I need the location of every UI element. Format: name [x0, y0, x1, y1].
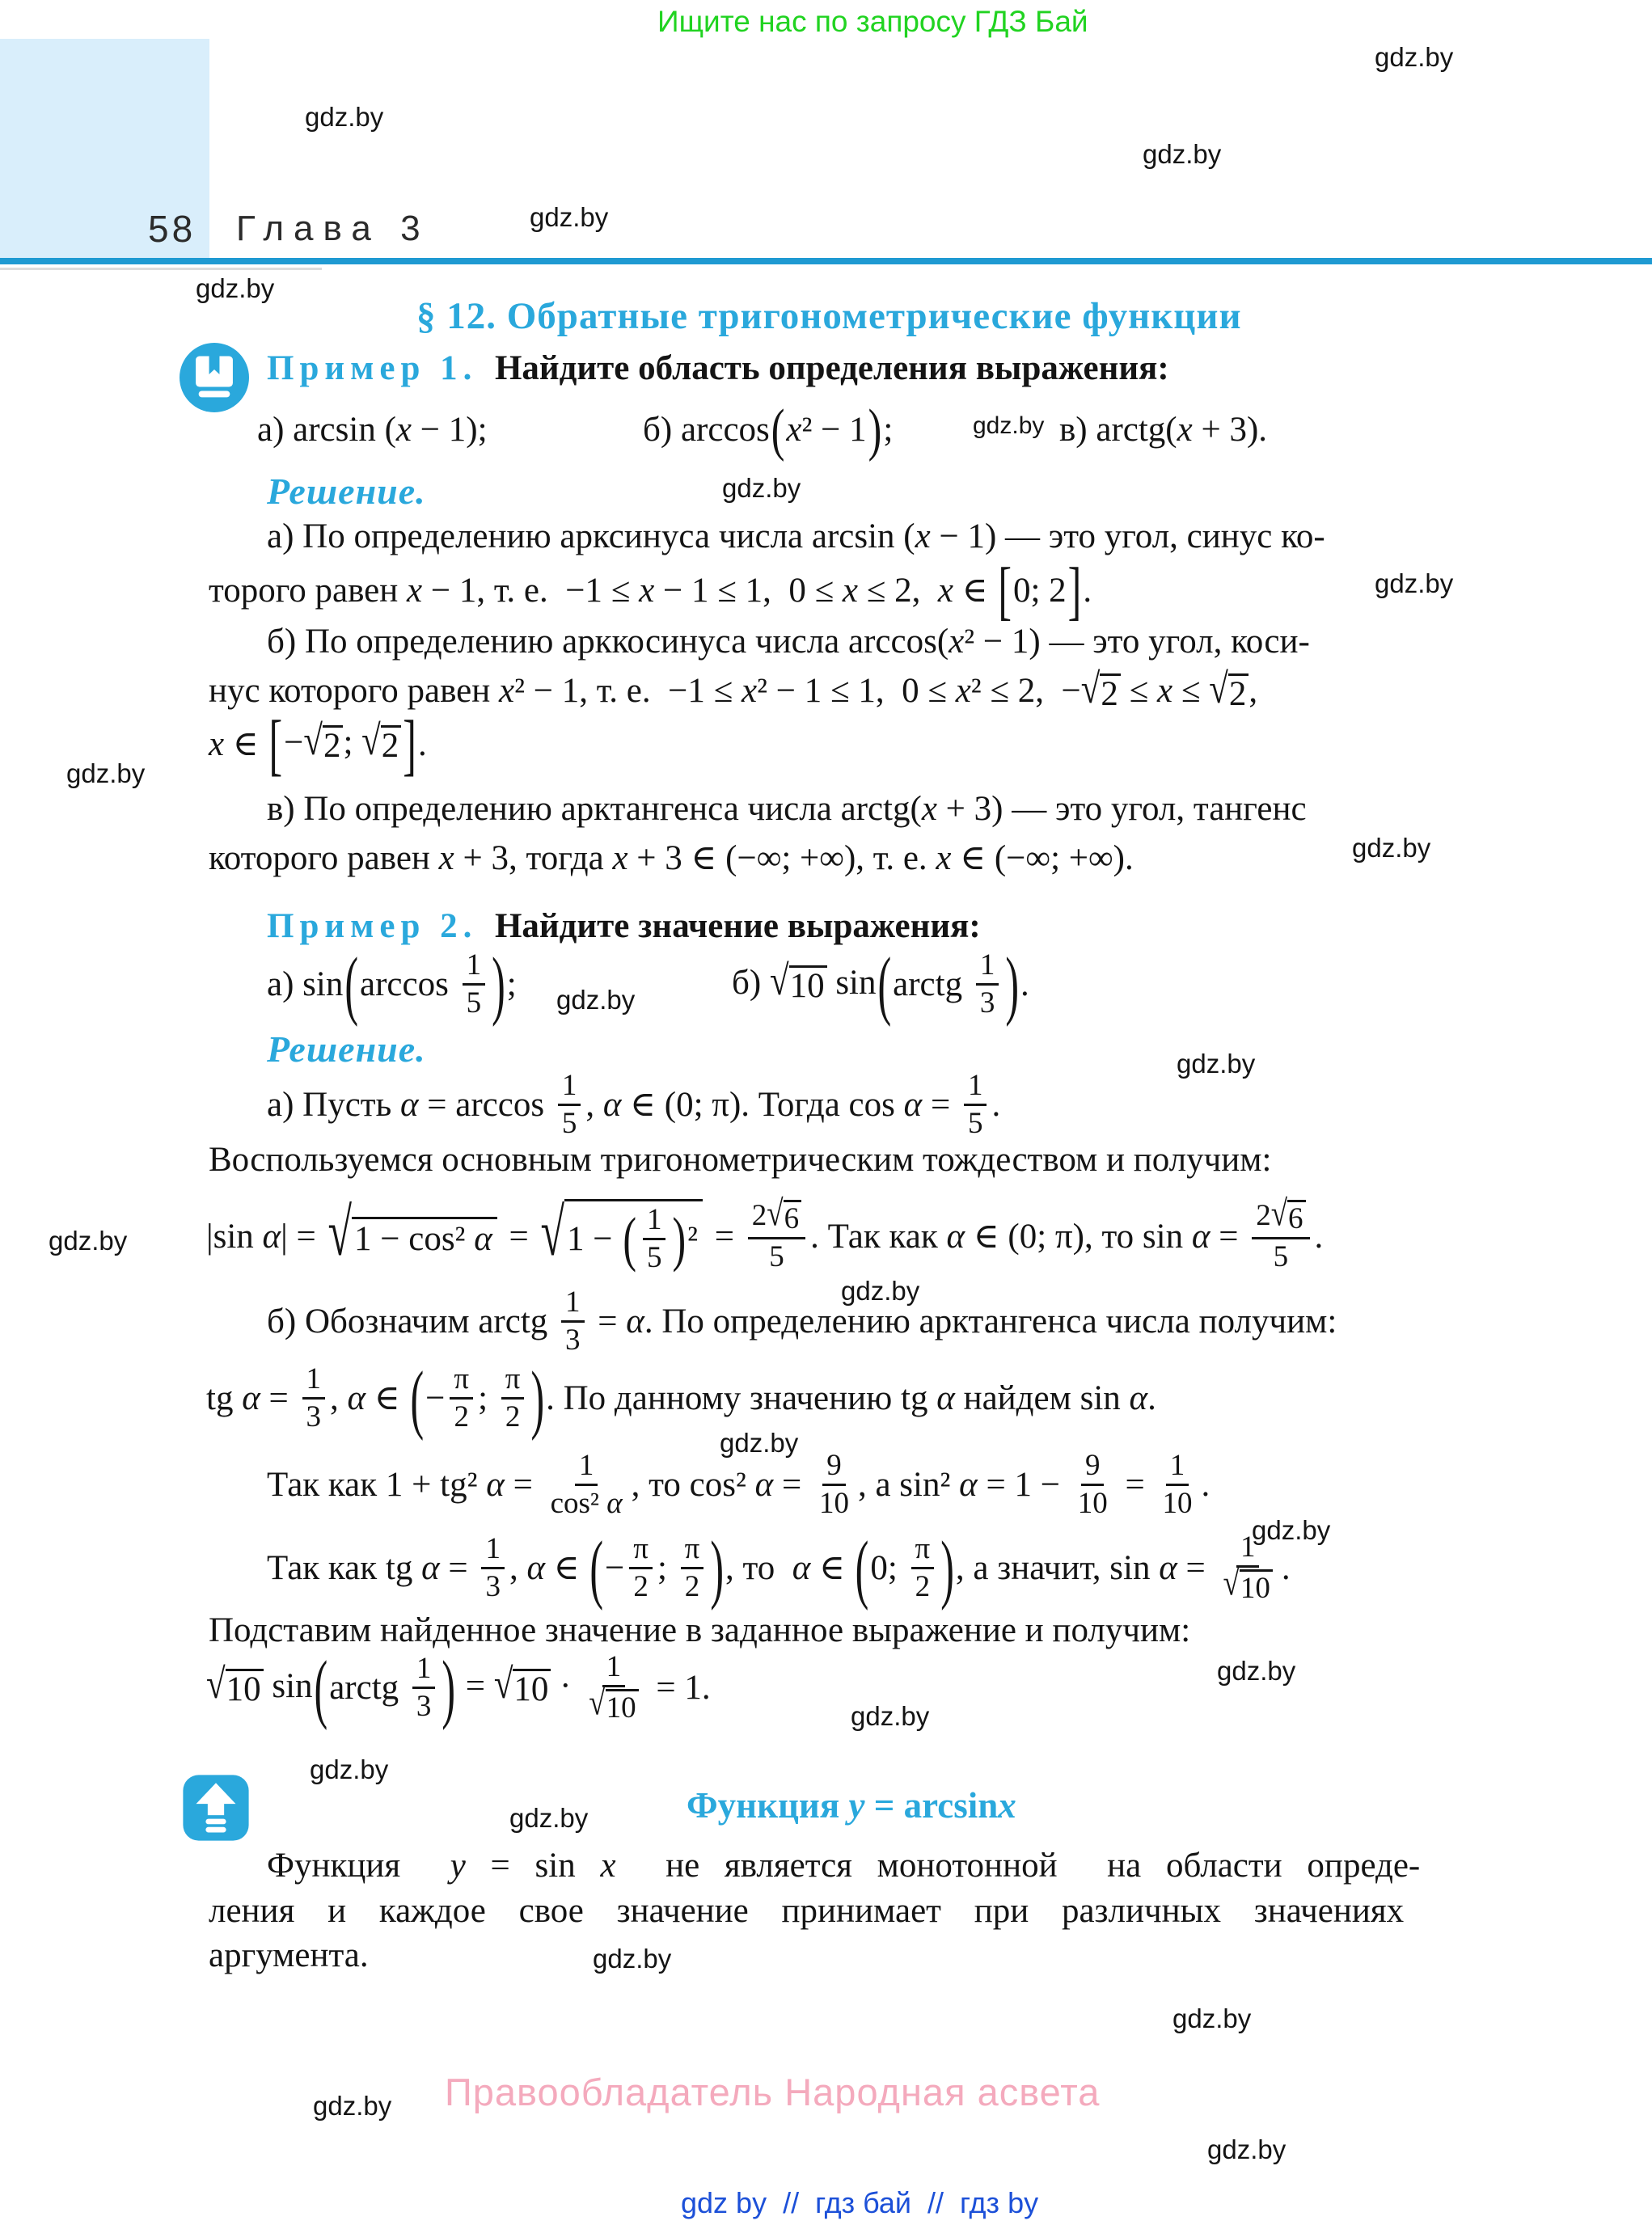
denominator: 2 — [915, 1569, 931, 1603]
sqrt-expression — [540, 1194, 703, 1274]
denominator: 2 — [505, 1400, 521, 1433]
denominator: cos² α — [550, 1486, 623, 1520]
numerator: 1 — [1166, 1450, 1189, 1486]
fraction — [911, 1533, 935, 1603]
denominator — [1219, 1562, 1277, 1605]
formula-text: Функция y = arcsinx — [687, 1784, 1016, 1826]
formula-text: 0; 2 — [1012, 571, 1067, 610]
line-ex2-item-b — [732, 939, 1029, 1028]
line-sol2-a1 — [267, 1064, 1000, 1145]
formula-text: нус которого равен x² − 1, т. е. −1 ≤ x² − 1 ≤ 1, 0 ≤ x² ≤ 2, − √ 2 ≤ x ≤ √ 2 , — [209, 665, 1258, 713]
radical-sign: √ — [493, 1661, 513, 1708]
gdz-watermark: gdz.by — [66, 758, 146, 788]
radicand: 2 — [323, 725, 344, 763]
formula-text: |sin α| = — [206, 1217, 325, 1256]
gdz-watermark: gdz.by — [1217, 1656, 1296, 1686]
big-bracket: [ — [998, 554, 1012, 627]
formula-text: − — [605, 1548, 625, 1587]
formula-text: Так как tg α = — [267, 1548, 477, 1587]
radicand: 10 — [789, 965, 827, 1003]
formula-text: − √ 2 ; √ 2 — [284, 725, 401, 763]
formula-text: = — [1116, 1465, 1154, 1504]
fraction — [1074, 1450, 1112, 1520]
numerator: π — [501, 1363, 525, 1400]
denominator: 5 — [561, 1106, 577, 1140]
big-bracket: ) — [492, 940, 505, 1028]
formula-text: . — [1314, 1217, 1324, 1256]
line-ex2-item-a — [267, 939, 517, 1028]
big-bracket: ] — [403, 705, 416, 783]
formula-text: которого равен x + 3, тогда x + 3 ∈ (−∞; +∞), т. е. x ∈ (−∞; +∞). — [209, 838, 1134, 877]
formula-text: 0; — [870, 1548, 906, 1587]
header-rule-shadow — [0, 268, 322, 270]
line-fn-par-2 — [209, 1888, 1404, 1933]
numerator: 1 — [643, 1204, 666, 1240]
fraction — [681, 1533, 704, 1603]
big-bracket: ( — [877, 940, 892, 1028]
gdz-watermark: gdz.by — [509, 1803, 589, 1833]
formula-text: x² − 1 — [786, 410, 867, 449]
radical-sign: √ — [206, 1661, 226, 1708]
big-bracket: ( — [410, 1354, 425, 1442]
formula-text: а) arcsin (x − 1); — [257, 410, 488, 449]
denominator: 3 — [979, 986, 995, 1020]
radicand: 2 — [381, 725, 402, 763]
formula-text: 1 − — [567, 1219, 622, 1258]
big-bracket: ( — [771, 396, 785, 462]
line-sol1-v2 — [209, 835, 1134, 880]
sqrt-expression — [303, 717, 343, 765]
formula-text: ; — [657, 1548, 676, 1587]
fraction — [450, 1363, 473, 1433]
formula-text: в) По определению арктангенса числа arctg(x + 3) — это угол, тангенс — [267, 789, 1307, 828]
numerator: 1 — [558, 1070, 581, 1106]
gdz-watermark: gdz.by — [310, 1754, 389, 1784]
formula-text: Так как 1 + tg² α = — [267, 1465, 542, 1504]
fraction — [481, 1533, 505, 1603]
sqrt-expression — [1270, 1193, 1306, 1235]
copyright-text: Правообладатель Народная асвета — [445, 2071, 1101, 2113]
gdz-watermark: gdz.by — [1375, 568, 1454, 598]
numerator: 2 √ 6 — [748, 1200, 805, 1239]
gdz-watermark: gdz.by — [1172, 2003, 1252, 2033]
numerator: 2 √ 6 — [1252, 1200, 1309, 1239]
line-ex1-item-b — [643, 393, 893, 466]
big-bracket: ) — [868, 396, 882, 462]
fraction — [561, 1286, 585, 1357]
line-fn-par-3 — [209, 1932, 369, 1978]
formula-text: = — [500, 1217, 538, 1256]
line-sol1-b3 — [209, 706, 427, 783]
formula-text: , а sin² α = 1 − — [857, 1465, 1069, 1504]
numerator: 9 — [1081, 1450, 1105, 1486]
gdz-watermark: gdz.by — [1375, 42, 1454, 72]
formula-text: б) arccos — [643, 410, 770, 449]
formula-text: ления и каждое свое значение принимает при различных значениях — [209, 1891, 1405, 1930]
denominator: 5 — [1273, 1239, 1289, 1273]
gdz-watermark: gdz.by — [196, 273, 275, 303]
line-ex1-head — [267, 345, 1169, 391]
formula-text: arctg — [329, 1668, 408, 1707]
radicand: 10 — [606, 1689, 639, 1725]
fraction — [547, 1450, 627, 1520]
upload-arrow-icon — [182, 1773, 250, 1843]
radical-sign: √ — [1223, 1562, 1240, 1603]
radical-sign: √ — [769, 957, 789, 1004]
big-bracket: ( — [589, 1524, 604, 1611]
sqrt-expression — [1223, 1562, 1273, 1605]
line-ex1-item-v — [1059, 393, 1267, 466]
fraction — [976, 949, 999, 1020]
denominator: 10 — [1077, 1486, 1108, 1520]
gdz-watermark: gdz.by — [1252, 1515, 1331, 1545]
book-icon — [180, 343, 249, 412]
formula-text: . — [1083, 571, 1092, 610]
radicand: 10 — [226, 1669, 264, 1707]
formula-text: 1 − cos² α — [353, 1219, 492, 1258]
line-solution-1 — [267, 469, 426, 514]
numerator: 1 — [1236, 1531, 1260, 1568]
denominator: 5 — [646, 1240, 662, 1274]
radical-sign: √ — [327, 1194, 352, 1270]
denominator: 3 — [416, 1689, 432, 1723]
gdz-watermark: gdz.by — [1177, 1049, 1256, 1079]
radicand — [352, 1217, 497, 1256]
sqrt-expression — [1080, 665, 1121, 713]
formula-text: x ∈ — [209, 724, 268, 763]
formula-text: , α ∈ (0; π). Тогда cos α = — [585, 1085, 959, 1124]
fraction — [558, 1070, 581, 1140]
big-bracket: ( — [623, 1205, 636, 1273]
big-bracket: ) — [442, 1644, 456, 1731]
formula-text: , α ∈ — [330, 1378, 409, 1417]
formula-text: = — [706, 1217, 743, 1256]
denominator: 2 — [684, 1569, 700, 1603]
formula-text: arccos — [360, 965, 458, 1003]
gdz-watermark: gdz.by — [720, 1428, 799, 1458]
chapter-label: Глава 3 — [236, 209, 430, 248]
formula-text: Решение. — [267, 1028, 426, 1070]
sqrt-expression — [589, 1682, 638, 1725]
formula-text: ; — [506, 965, 517, 1003]
numerator: 1 — [561, 1286, 585, 1323]
big-bracket: ( — [344, 940, 358, 1028]
denominator — [585, 1682, 642, 1725]
fraction — [302, 1363, 326, 1433]
fraction — [964, 1070, 987, 1140]
numerator: 1 — [302, 1363, 326, 1400]
fraction — [629, 1533, 653, 1603]
denominator: 3 — [565, 1323, 581, 1357]
radical-sign: √ — [1209, 665, 1228, 712]
formula-text: Воспользуемся основным тригонометрическим тождеством и получим: — [209, 1140, 1272, 1179]
radicand: 2 — [1228, 673, 1249, 711]
gdz-watermark: gdz.by — [1207, 2134, 1287, 2164]
formula-text: . По данному значению tg α найдем sin α. — [546, 1378, 1156, 1417]
formula-text: . — [1020, 965, 1029, 1003]
formula-text: Решение. — [267, 471, 426, 512]
gdz-watermark: gdz.by — [1352, 833, 1431, 863]
numerator: 1 — [964, 1070, 987, 1106]
numerator: π — [681, 1533, 704, 1569]
sqrt-expression — [327, 1194, 496, 1270]
gdz-watermark: gdz.by — [305, 102, 384, 132]
formula-text: = √ 10 · — [457, 1661, 581, 1708]
denominator: 2 — [454, 1400, 469, 1433]
big-bracket: ) — [672, 1205, 687, 1273]
line-sol2-a3 — [206, 1188, 1323, 1285]
line-fn-par-1 — [267, 1843, 1420, 1888]
promo-banner-text: Ищите нас по запросу ГДЗ Бай — [657, 5, 1088, 38]
denominator: 10 — [1162, 1486, 1193, 1520]
formula-text: . — [1281, 1548, 1291, 1587]
numerator: π — [450, 1363, 473, 1400]
line-sol2-a2 — [209, 1137, 1271, 1182]
big-bracket: ) — [940, 1524, 954, 1611]
gdz-watermark: gdz.by — [556, 985, 636, 1015]
denominator: 5 — [967, 1106, 983, 1140]
fraction — [585, 1651, 642, 1725]
fraction — [1252, 1193, 1309, 1273]
formula-text: торого равен x − 1, т. е. −1 ≤ x − 1 ≤ 1, 0 ≤ x ≤ 2, x ∈ — [209, 571, 997, 610]
fraction — [463, 949, 486, 1020]
formula-text: а) По определению арксинуса числа arcsin (x − 1) — это угол, синус ко- — [267, 517, 1325, 555]
gdz-watermark: gdz.by — [973, 412, 1045, 439]
radical-sign: √ — [1080, 665, 1101, 712]
fraction — [501, 1363, 525, 1433]
big-bracket: ( — [314, 1644, 328, 1731]
formula-text: Пример 1. — [267, 348, 478, 387]
denominator: 2 — [633, 1569, 649, 1603]
radicand: 10 — [1240, 1569, 1273, 1605]
formula-text: √ 10 sin — [206, 1661, 313, 1708]
radicand: 2 — [1100, 673, 1121, 711]
sqrt-expression — [1209, 665, 1249, 713]
formula-text: а) sin — [267, 965, 344, 1003]
formula-text: Функция y = sin x не является монотонной на области опреде- — [267, 1846, 1421, 1885]
radical-sign: √ — [767, 1193, 784, 1235]
radical-sign: √ — [589, 1682, 606, 1723]
numerator: 9 — [822, 1450, 846, 1486]
big-bracket: ) — [1005, 940, 1019, 1028]
formula-text: а) Пусть α = arccos — [267, 1085, 553, 1124]
gdz-watermark: gdz.by — [1143, 139, 1222, 169]
radicand: 6 — [784, 1200, 802, 1235]
numerator: 1 — [412, 1653, 436, 1689]
numerator: 1 — [481, 1533, 505, 1569]
big-bracket: ( — [855, 1524, 869, 1611]
formula-text: . — [417, 724, 427, 763]
radicand — [564, 1199, 703, 1274]
line-sol1-a2 — [209, 552, 1092, 629]
big-bracket: ) — [530, 1354, 545, 1442]
formula-text: Найдите область определения выражения: — [477, 348, 1169, 387]
numerator: 1 — [602, 1651, 626, 1687]
gdz-watermark: gdz.by — [313, 2091, 392, 2121]
formula-text: − — [425, 1378, 446, 1417]
sqrt-expression — [493, 1661, 551, 1708]
radicand: 6 — [1287, 1200, 1306, 1235]
line-sol2-b4 — [267, 1523, 1291, 1612]
formula-text: в) arctg(x + 3). — [1059, 410, 1268, 449]
fraction — [815, 1450, 853, 1520]
footer-links-text: gdz by // гдз бай // гдз by — [681, 2186, 1039, 2219]
sqrt-expression — [769, 957, 827, 1005]
line-sol1-b1 — [267, 619, 1310, 664]
line-sol1-v1 — [267, 786, 1307, 831]
big-bracket: ) — [710, 1524, 725, 1611]
numerator: π — [911, 1533, 935, 1569]
radicand: 10 — [513, 1669, 551, 1707]
formula-text: , α ∈ — [509, 1548, 589, 1587]
gdz-watermark: gdz.by — [851, 1701, 930, 1731]
gdz-watermark: gdz.by — [530, 202, 609, 232]
sqrt-expression — [767, 1193, 801, 1235]
radical-sign: √ — [361, 717, 381, 764]
formula-text: , то cos² α = — [631, 1465, 810, 1504]
numerator: 1 — [976, 949, 999, 986]
section-title: § 12. Обратные тригонометрические функции — [416, 295, 1242, 337]
denominator: 3 — [306, 1400, 322, 1433]
formula-text: б) √ 10 sin — [732, 957, 877, 1005]
formula-text: Пример 2. — [267, 906, 478, 945]
denominator: 10 — [818, 1486, 849, 1520]
gdz-watermark: gdz.by — [49, 1226, 128, 1256]
numerator: 1 — [463, 949, 486, 986]
radical-sign: √ — [303, 717, 323, 764]
formula-text: ² — [687, 1219, 699, 1258]
page-number: 58 — [148, 208, 196, 250]
formula-text: = 1. — [647, 1668, 711, 1707]
radical-sign: √ — [1270, 1193, 1288, 1235]
line-sol2-b1 — [267, 1281, 1337, 1362]
formula-text: . — [991, 1085, 1001, 1124]
formula-text: б) По определению арккосинуса числа arccos(x² − 1) — это угол, коси- — [267, 622, 1310, 661]
fraction — [748, 1193, 805, 1273]
fraction — [643, 1204, 666, 1274]
gdz-watermark: gdz.by — [841, 1276, 920, 1306]
formula-text: аргумента. — [209, 1936, 369, 1974]
formula-text: = α. По определению арктангенса числа получим: — [589, 1302, 1337, 1340]
gdz-watermark: gdz.by — [722, 473, 801, 503]
line-fn-title — [687, 1783, 1016, 1828]
formula-text: ; — [883, 410, 894, 449]
line-ex1-item-a — [257, 393, 488, 466]
denominator: 5 — [466, 986, 482, 1020]
fraction — [1158, 1450, 1196, 1520]
formula-text: . Так как α ∈ (0; π), то sin α = — [810, 1217, 1248, 1256]
formula-text: . — [1201, 1465, 1210, 1504]
gdz-watermark: gdz.by — [593, 1944, 672, 1974]
formula-text: Подставим найденное значение в заданное выражение и получим: — [209, 1611, 1191, 1649]
formula-text: , то α ∈ — [725, 1548, 854, 1587]
big-bracket: [ — [268, 705, 283, 783]
radical-sign: √ — [540, 1194, 565, 1270]
formula-text: tg α = — [206, 1378, 298, 1417]
line-sol2-b2 — [206, 1353, 1156, 1442]
sqrt-expression — [361, 717, 401, 765]
formula-text: arctg — [893, 965, 971, 1003]
numerator: 1 — [575, 1450, 598, 1486]
formula-text: ; — [478, 1378, 496, 1417]
numerator: π — [629, 1533, 653, 1569]
header-rule — [0, 258, 1652, 264]
line-sol2-b6 — [206, 1639, 711, 1736]
formula-text: , а значит, sin α = — [955, 1548, 1215, 1587]
denominator: 5 — [769, 1239, 784, 1273]
big-bracket: ] — [1067, 554, 1082, 627]
denominator: 3 — [485, 1569, 501, 1603]
fraction — [412, 1653, 436, 1723]
formula-text: б) Обозначим arctg — [267, 1302, 557, 1340]
formula-text: Найдите значение выражения: — [477, 906, 981, 945]
